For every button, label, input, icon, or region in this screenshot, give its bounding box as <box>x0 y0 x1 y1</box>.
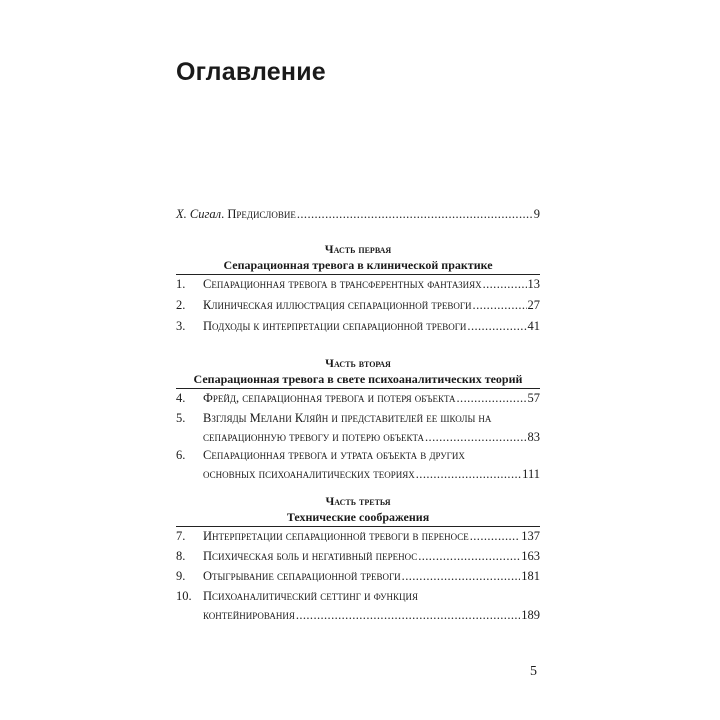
dot-leader <box>473 296 527 315</box>
part-title: Сепарационная тревога в свете психоаналитических теорий <box>193 372 523 386</box>
chapter-title: Психическая боль и негативный перенос <box>203 549 418 563</box>
dot-leader <box>483 275 527 294</box>
part-heading <box>176 355 540 387</box>
chapter-title: Фрейд, сепарационная тревога и потеря объекта <box>203 391 456 405</box>
chapter-title-line: сепарационную тревогу и потерю объекта <box>203 430 425 444</box>
chapter-title-line: Психоаналитический сеттинг и функция <box>203 589 418 603</box>
part-label: Часть вторая <box>325 356 391 370</box>
toc-entry-chapter-5 <box>176 409 540 447</box>
chapter-title: Подходы к интерпретации сепарационной тревоги <box>203 319 467 333</box>
toc-entry-chapter-4 <box>176 389 540 408</box>
page-number: 41 <box>527 319 540 333</box>
chapter-number: 3. <box>176 319 186 333</box>
page-title: Оглавление <box>176 58 326 86</box>
toc-entry-preface <box>176 205 540 224</box>
chapter-title: Клиническая иллюстрация сепарационной тревоги <box>203 298 472 312</box>
preface-separator: . <box>221 207 228 221</box>
chapter-number: 10. <box>176 589 192 603</box>
page-number: 27 <box>527 298 540 312</box>
page-number: 57 <box>527 391 540 405</box>
chapter-title-line: Взгляды Мелани Кляйн и представителей ее школы на <box>203 411 492 425</box>
chapter-number: 4. <box>176 391 186 405</box>
toc-entry-chapter-6 <box>176 446 540 484</box>
chapter-number: 1. <box>176 277 186 291</box>
chapter-title-line: Сепарационная тревога и утрата объекта в других <box>203 448 465 462</box>
chapter-number: 2. <box>176 298 186 312</box>
dot-leader <box>470 527 521 546</box>
chapter-number: 7. <box>176 529 186 543</box>
part-heading <box>176 241 540 273</box>
page-number: 13 <box>527 277 540 291</box>
page-number: 189 <box>521 608 540 622</box>
dot-leader <box>297 205 533 224</box>
dot-leader <box>467 317 526 336</box>
chapter-title-line: основных психоаналитических теориях <box>203 467 415 481</box>
toc-entry-chapter-2 <box>176 296 540 315</box>
toc-entry-chapter-1 <box>176 275 540 294</box>
chapter-number: 6. <box>176 448 186 462</box>
part-title: Технические соображения <box>286 510 430 524</box>
page-number: 9 <box>533 207 540 221</box>
page-number: 181 <box>521 569 540 583</box>
page-number: 83 <box>527 430 540 444</box>
chapter-number: 5. <box>176 411 186 425</box>
toc-entry-chapter-10 <box>176 587 540 625</box>
chapter-number: 9. <box>176 569 186 583</box>
dot-leader <box>416 465 521 484</box>
toc-entry-chapter-3 <box>176 317 540 336</box>
chapter-title: Сепарационная тревога в трансферентных фантазиях <box>203 277 482 291</box>
dot-leader <box>402 567 521 586</box>
dot-leader <box>457 389 527 408</box>
part-label: Часть первая <box>324 242 392 256</box>
part-title: Сепарационная тревога в клинической практике <box>223 258 493 272</box>
chapter-title-line: контейнирования <box>203 608 295 622</box>
chapter-title: Отыгрывание сепарационной тревоги <box>203 569 401 583</box>
page-number: 163 <box>521 549 540 563</box>
part-heading <box>176 493 540 525</box>
toc-entry-chapter-8 <box>176 547 540 566</box>
chapter-number: 8. <box>176 549 186 563</box>
toc-entry-chapter-9 <box>176 567 540 586</box>
preface-author: Х. Сигал <box>176 207 222 221</box>
toc-entry-chapter-7 <box>176 527 540 546</box>
chapter-title: Интерпретации сепарационной тревоги в переносе <box>203 529 469 543</box>
dot-leader <box>418 547 520 566</box>
preface-title: Предисловие <box>227 207 296 221</box>
page-number: 137 <box>521 529 540 543</box>
part-label: Часть третья <box>325 494 391 508</box>
dot-leader <box>425 428 526 447</box>
dot-leader <box>296 606 520 625</box>
page-folio: 5 <box>530 664 537 679</box>
page-number: 111 <box>522 467 540 481</box>
